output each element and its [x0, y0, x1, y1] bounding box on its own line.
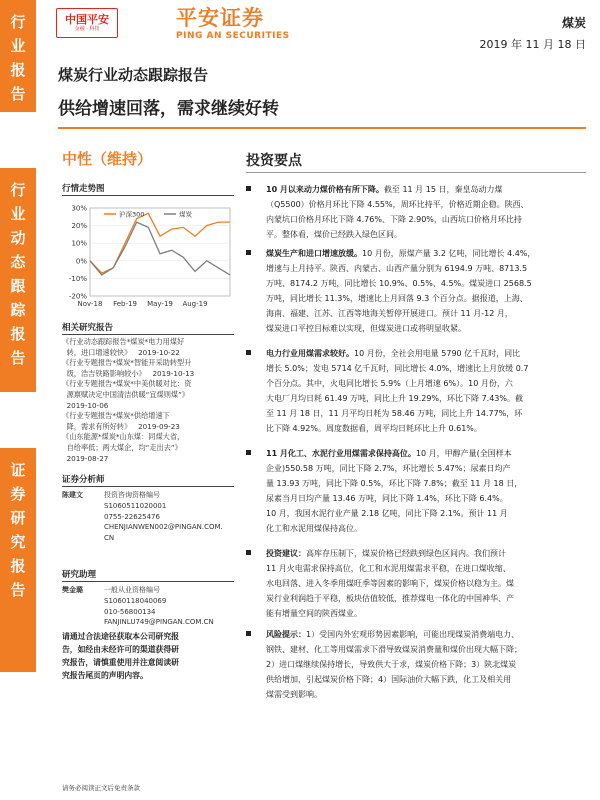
chart-section-heading: 行情走势图 — [62, 184, 105, 194]
related-reports-list — [62, 337, 234, 464]
y-tick-label: 10% — [71, 239, 87, 248]
related-report-line: 降，需求有所好转》 2019-09-23 — [62, 421, 180, 431]
y-tick-label: 20% — [71, 222, 87, 231]
analyst-contact — [104, 490, 223, 544]
assistant-contact-line: 010-56800134 — [104, 607, 156, 616]
point-line — [266, 346, 586, 361]
point-line: 量 13.93 万吨，同比下降 0.5%，环比下降 7.8%；截至 11 月 18 日， — [266, 479, 523, 488]
assistant-heading: 研究助理 — [62, 570, 97, 580]
point-line: 钢铁、建材、化工等用煤需求下滑导致煤炭消费量和煤价出现大幅下降； — [266, 645, 522, 654]
point-text — [266, 246, 586, 336]
legend-label: 沪深300 — [119, 210, 145, 219]
analyst-contact-line: S1060511020001 — [104, 501, 167, 510]
point-line — [266, 627, 586, 642]
y-tick-label: 0% — [75, 257, 87, 266]
point-line: 尿素当月日均产量 13.46 万吨，同比下降 1.4%，环比下降 6.4%。 — [266, 494, 508, 503]
analyst-name: 陈建文 — [62, 491, 83, 499]
bullet-square-icon — [246, 450, 251, 455]
side-bar-industry-report — [0, 0, 36, 112]
point-text — [266, 627, 586, 702]
point-lead: 风险提示： — [266, 630, 306, 639]
point-line — [266, 446, 586, 461]
rating-label: 中性（维持） — [62, 150, 153, 168]
logo-main-text: 中国平安 — [65, 13, 109, 26]
point-text — [266, 182, 586, 242]
point-line-text: 10 月，甲醇产量(全国样本 — [415, 449, 512, 458]
assistant-contact-line: 一般从业资格编号 — [104, 586, 160, 594]
point-line-text: 截至 11 月 15 日，秦皇岛动力煤 — [383, 185, 503, 194]
y-tick-label: -10% — [68, 274, 87, 283]
logo-sub-text: 金融 · 科技 — [74, 26, 100, 32]
analyst-contact-line: CN — [104, 534, 115, 543]
assistant-name: 樊金璐 — [62, 586, 83, 594]
point-line-text: 1）受国内外宏观形势因素影响，可能出现煤炭消费端电力、 — [306, 630, 520, 639]
point-line: 供给增加，引起煤炭价格下降；4）国际油价大幅下跌，化工及相关用 — [266, 675, 512, 684]
logo-en-text: PING AN SECURITIES — [176, 31, 290, 41]
related-report-line: 《行业动态跟踪报告*煤炭*电力用煤好 — [62, 337, 185, 346]
related-report-line: 《行业专题报告*煤炭*智能开采助转型升 — [62, 358, 192, 368]
assistant-contact-line: FANJINLU749@PINGAN.COM.CN — [104, 618, 214, 627]
disclaimer-notice — [62, 630, 234, 682]
related-report-line: 2019-08-27 — [62, 453, 109, 463]
point-line: 水电回落、进入冬季用煤旺季等因素的影响下，煤炭价格以稳为主。煤 — [266, 579, 514, 588]
x-tick-label: Nov-18 — [77, 300, 103, 308]
footer-disclaimer: 请务必阅读正文后免责条款 — [62, 784, 140, 792]
section-divider — [62, 486, 234, 487]
related-reports-heading: 相关研究报告 — [62, 323, 114, 333]
disclaimer-line: 告，如经由未经许可的渠道获得研 — [62, 645, 179, 654]
points-divider — [246, 172, 586, 173]
bullet-square-icon — [246, 250, 251, 255]
ping-an-group-logo — [56, 8, 118, 38]
disclaimer-line: 请通过合法途径获取本公司研究报 — [62, 632, 179, 641]
side-bar-text: 行业报告 — [10, 13, 26, 103]
related-report-line: 级，浩吉铁路影响较小》 2019-10-13 — [62, 368, 195, 378]
point-line: 企业)550.58 万吨，同比下降 2.7%，环比增长 5.47%；尿素日均产 — [266, 464, 511, 473]
bullet-square-icon — [246, 186, 251, 191]
assistant-contact-line: S1060118040069 — [104, 596, 167, 605]
legend-label: 煤炭 — [179, 210, 192, 219]
x-tick-label: Aug-19 — [182, 300, 208, 308]
point-line: 大电厂月均日耗 61.49 万吨，同比上升 19.29%，环比下降 7.43%。截 — [266, 394, 523, 403]
section-divider — [62, 334, 234, 335]
point-lead: 投资建议： — [266, 549, 306, 558]
point-line-text: 10 月份，全社会用电量 5790 亿千瓦时，同比 — [354, 349, 521, 358]
point-line: 10 月，我国水泥行业产量 2.18 亿吨，同比下降 2.1%。预计 11 月 — [266, 509, 508, 518]
investment-points-heading: 投资要点 — [246, 153, 302, 169]
related-report-line: 《山东能源*煤炭*山东煤：同煤大省， — [62, 432, 185, 442]
bullet-square-icon — [246, 350, 251, 355]
point-line: 2）进口煤继续保持增长，导致供大于求，煤炭价格下降；3）陕北煤炭 — [266, 660, 517, 669]
report-subtitle: 供给增速回落，需求继续好转 — [58, 99, 279, 119]
point-line: （Q5500）价格月环比下降 4.55%，周环比持平，价格近期企稳。陕西、 — [266, 200, 529, 209]
logo-cn-text: 平安证券 — [176, 6, 264, 30]
side-bar-text: 行业动态跟踪报告 — [10, 181, 26, 367]
header-divider — [58, 127, 586, 129]
report-date: 2019 年 11 月 18 日 — [479, 38, 586, 51]
point-line-text: 10 月份，原煤产量 3.2 亿吨，同比增长 4.4%， — [362, 249, 536, 258]
point-line: 万吨、8174.2 万吨，同比增长 10.9%、0.5%、4.5%。煤炭进口 2568.5 — [266, 279, 532, 288]
disclaimer-line: 究报告，请慎重使用并注意阅读研 — [62, 658, 179, 667]
section-divider — [62, 195, 234, 196]
point-line: 至 11 月 18 日，11 月平均日耗为 58.46 万吨，同比上升 14.77%，环 — [266, 409, 523, 418]
point-line: 炭行业利润趋于平稳，板块估值较低，推荐煤电一体化的中国神华、产 — [266, 594, 514, 603]
point-line — [266, 546, 586, 561]
point-line: 11 月火电需求保持高位，化工和水泥用煤需求平稳，在进口煤收缩、 — [266, 564, 511, 573]
side-bar-dynamic-tracking — [0, 168, 36, 392]
assistant-contact — [104, 585, 214, 628]
point-line: 能有增量空间的陕西煤业。 — [266, 609, 362, 618]
point-text — [266, 446, 586, 536]
point-lead: 11 月化工、水泥行业用煤需求保持高位。 — [266, 449, 416, 458]
market-trend-chart — [60, 200, 236, 312]
point-line: 万吨，同比增长 11.3%，增速比上月回落 9.3 个百分点。据报道，上海、 — [266, 294, 528, 303]
x-tick-label: Feb-19 — [113, 300, 137, 308]
analyst-heading: 证券分析师 — [62, 475, 105, 485]
point-text — [266, 346, 586, 436]
chart-frame — [90, 208, 230, 296]
section-divider — [62, 581, 234, 582]
related-report-line: 《行业专题报告*煤炭*供给增速下 — [62, 411, 170, 421]
related-report-line: 源禀赋决定中国清洁供暖“宜煤则煤”》 — [62, 389, 190, 399]
point-line: 个百分点。其中，火电同比增长 5.9%（上月增速 6%）。10 月份，六 — [266, 379, 513, 388]
side-bar-securities-research — [0, 448, 36, 672]
disclaimer-line: 究报告尾页的声明内容。 — [62, 671, 148, 680]
point-line: 内蒙坑口价格月环比下降 4.76%、下降 2.90%，山西坑口价格月环比持 — [266, 215, 522, 224]
point-text — [266, 546, 586, 621]
point-line: 煤需受到影响。 — [266, 690, 322, 699]
report-title: 煤炭行业动态跟踪报告 — [58, 66, 209, 84]
y-tick-label: -20% — [68, 292, 87, 301]
point-line-text: 高库存压制下，煤炭价格已经跌到绿色区间内。我们预计 — [306, 549, 506, 558]
y-tick-label: 30% — [71, 204, 87, 213]
point-lead: 电力行业用煤需求较好。 — [266, 349, 354, 358]
related-report-line: 转，进口增速较快》 2019-10-22 — [62, 347, 180, 357]
related-report-line: 2019-10-06 — [62, 400, 109, 410]
point-line — [266, 246, 586, 261]
point-line: 比下降 4.92%。周度数据看，周平均日耗环比上升 0.61%。 — [266, 424, 482, 433]
bullet-square-icon — [246, 631, 251, 636]
side-bar-text: 证券研究报告 — [10, 461, 26, 599]
related-report-line: 《行业专题报告*煤炭*中美供暖对比：资 — [62, 379, 192, 389]
related-report-line: 自给率低；两大煤企，均“走出去”》 — [62, 442, 182, 452]
point-line: 化工和水泥用煤保持高位。 — [266, 524, 362, 533]
point-line: 增速与上月持平。陕西、内蒙古、山西产量分别为 6194.9 万吨、8713.5 — [266, 264, 528, 273]
analyst-contact-line: 投资咨询资格编号 — [104, 491, 160, 499]
point-line — [266, 182, 586, 197]
x-tick-label: May-19 — [147, 300, 173, 308]
ping-an-securities-logo — [176, 6, 290, 42]
point-lead: 煤炭生产和进口增速放缓。 — [266, 249, 362, 258]
point-line: 海南、福建、江苏、江西等地海关暂停开展进口。预计 11 月-12 月， — [266, 309, 513, 318]
series-line-coal — [90, 222, 230, 275]
analyst-contact-line: CHENJIANWEN002@PINGAN.COM. — [104, 523, 223, 532]
point-line: 煤炭进口平控目标难以实现，但煤炭进口或将明显收紧。 — [266, 324, 466, 333]
point-line: 平。整体看，煤价已经跌入绿色区间。 — [266, 230, 402, 239]
bullet-square-icon — [246, 550, 251, 555]
analyst-contact-line: 0755-22625476 — [104, 512, 160, 521]
point-lead: 10 月以来动力煤价格有所下降。 — [266, 185, 384, 194]
sector-label: 煤炭 — [561, 16, 586, 30]
point-line: 增长 5.0%；发电 5714 亿千瓦时，同比增长 4.0%，增速比上月放缓 0.7 — [266, 364, 529, 373]
